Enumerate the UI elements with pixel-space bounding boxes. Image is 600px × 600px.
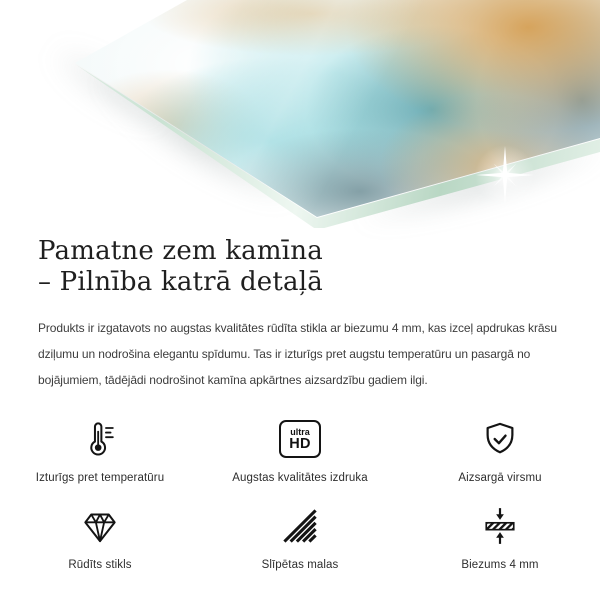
thickness-icon bbox=[478, 504, 522, 548]
feature-label: Rūdīts stikls bbox=[68, 559, 132, 571]
feature-temperature-resistant bbox=[0, 414, 200, 484]
thermometer-icon bbox=[78, 417, 122, 461]
ultra-hd-icon-text-top: ultra bbox=[290, 426, 310, 437]
feature-thickness bbox=[400, 501, 600, 571]
beveled-edges-icon bbox=[278, 504, 322, 548]
product-description: Produkts ir izgatavots no augstas kvalitātes rūdīta stikla ar biezumu 4 mm, kas izceļ apdrukas krāsu dziļumu un nodrošina elegantu spīdumu. Tas ir izturīgs pret augstu temperatūru un pasargā no bojājumiem, tādējādi nodrošinot kamīna apkārtnes aizsardzību gadiem ilgi. bbox=[38, 321, 557, 387]
ultra-hd-icon bbox=[279, 420, 321, 458]
content-section bbox=[0, 236, 600, 393]
diamond-icon bbox=[78, 504, 122, 548]
page-title-line2: – Pilnība katrā detaļā bbox=[38, 267, 323, 297]
page-title-line1: Pamatne zem kamīna bbox=[38, 236, 323, 266]
product-photo bbox=[0, 0, 600, 228]
feature-label: Slīpētas malas bbox=[261, 559, 339, 571]
feature-surface-protection bbox=[400, 414, 600, 484]
feature-tempered-glass bbox=[0, 501, 200, 571]
page-title bbox=[38, 236, 562, 298]
features-grid bbox=[0, 414, 600, 571]
feature-label: Izturīgs pret temperatūru bbox=[35, 472, 165, 484]
feature-print-quality bbox=[200, 414, 400, 484]
feature-label: Augstas kvalitātes izdruka bbox=[232, 472, 368, 484]
shield-check-icon bbox=[478, 417, 522, 461]
feature-label: Aizsargā virsmu bbox=[458, 472, 542, 484]
glass-panel-artwork bbox=[0, 0, 600, 228]
feature-label: Biezums 4 mm bbox=[461, 559, 539, 571]
feature-polished-edges bbox=[200, 501, 400, 571]
ultra-hd-icon-text-bottom: HD bbox=[289, 435, 311, 452]
